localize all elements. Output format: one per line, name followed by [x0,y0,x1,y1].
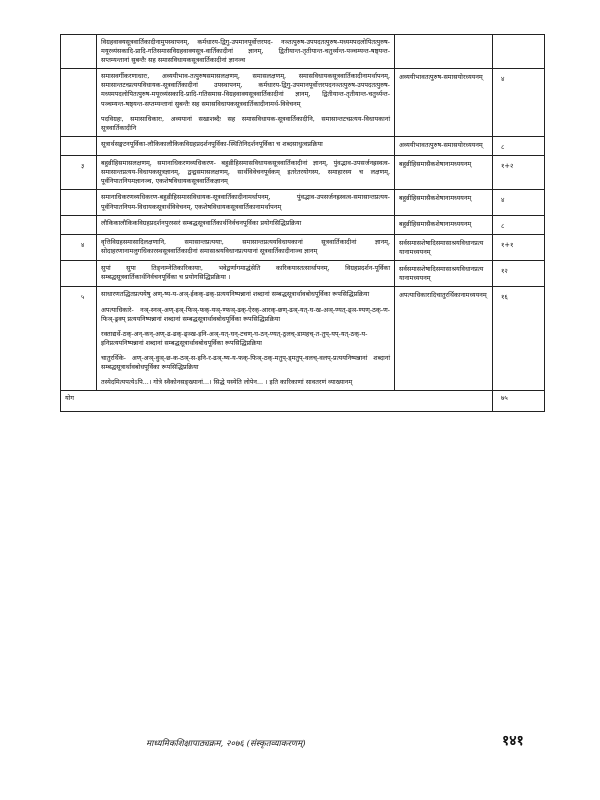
content-cell [97,215,395,234]
teaching-hours-cell: ८ [493,136,545,155]
table-row [61,215,545,234]
content-cell [97,190,395,215]
unit-title-cell: अव्ययीभावतत्पुरुष-समासयोरध्ययनम् [395,69,493,137]
unit-title-cell: बहुव्रीहिसमासैकशेषानामध्ययनम् [395,190,493,215]
table-row [61,261,545,287]
serial-number-cell [61,190,97,215]
serial-number-cell: ४ [61,235,97,261]
teaching-hours-cell: १+२ [493,156,545,190]
content-paragraph: पदविग्रहः, समासाधिकारः, अव्ययानां सखाशब्दैः सह समासविधायक-सूत्रवार्तिकादीनि, समासान्तटच्प्रत्यय-विधायकानां सूत्रवार्तिकादीनि [101,114,390,132]
content-paragraph: अपत्याधिकारे- नञ्-स्नञ्-अण्-इञ्-फिञ्-फक्-यञ्-ण्फञ्-ढक्-ऐरक्-आरक्-छण्-ढञ्-यत्-घ-ख-अञ्-ण्यत्-ढ्ञ-ण्यण्-ठक्-ण-फिञ्-ढ्रक्प् प्रत्ययनिष्पन्नानां शब्दानां सम्बद्धसूत्रार्थावबोधपूर्विका रूपसिद्धिप्रक्रिया [101,305,390,323]
serial-number-cell [61,35,97,69]
table-row [61,287,545,391]
teaching-hours-cell: ८ [493,215,545,234]
content-cell [97,136,395,155]
teaching-hours-cell [493,35,545,69]
unit-title-cell: बहुव्रीहिसमासैकशेषानामध्ययनम् [395,156,493,190]
teaching-hours-cell: १२ [493,261,545,287]
teaching-hours-cell: १६ [493,287,545,391]
content-paragraph: विग्रहवाक्यसूत्रवार्तिकादीनामुपस्थापनम्, कर्मधारय-द्विगु-उपमानपूर्वोत्तरपद- नञ्तत्पुरुष-उपपदतत्पुरुष-मध्यमपदलोपितत्पुरुष-मयूरव्यंसकादि-प्रादि-गतिसमासविग्रहवाक्यसूत्र-वार्तिकादीनां ज्ञानम्, द्वितीयान्त-तृतीयान्त-चतुर्थ्यन्त-पञ्चम्यन्त-षष्ठ्यन्त-सप्तम्यन्तानां सुबन्तैः सह समासविधायकसूत्रवार्तिकादीनां ज्ञानञ्च [101,38,390,65]
content-paragraph: सूत्रार्थसङ्घटनपूर्विका-लौकिकालौकिकविग्रहप्रदर्शनपूर्विका-स्थितिनिदर्शनपूर्विका च शब्दसाधुत्वप्रक्रिया [101,139,323,148]
unit-title-cell [395,35,493,69]
unit-title-cell: अपत्याधिकारादिचातुरर्थिकानामध्ययनम् [395,287,493,391]
table-row [61,235,545,261]
table-row [61,35,545,69]
table-row [61,69,545,137]
content-cell [97,35,395,69]
content-cell [97,261,395,287]
unit-title-cell: सर्वसमासशेषादिसमासाश्रयविधानप्रत्ययानामध्ययनम् [395,261,493,287]
content-paragraph: बहुव्रीहिसमासलक्षणम्, समानाधिकरणव्यधिकरण- बहुव्रीहिसमासविधायकसूत्रवार्तिकादीनां ज्ञानम्, पुंवद्भाव-उपसर्जनह्रस्वत्व-समासान्तप्रत्यय-विधायकसूत्रज्ञानम्, द्वन्द्वसमासलक्षणम्, सार्थविवेचनपूर्वकम् इतरेतरयोगस्य, समाहारस्य च लक्षणम्, पूर्वनिपातनियमज्ञानञ्च, एकशेषविधायकसूत्रवार्तिकज्ञानम् [101,159,390,186]
table-row [61,136,545,155]
table-row [61,190,545,215]
content-paragraph: तस्येदमित्यपत्येऽपि...। गोत्रे स्वैकोनसङ्ख्यानां...। सिद्धे यस्येति लोपेन... । इति कारिकाणां सावतरणं व्याख्यानम् [101,378,353,387]
content-cell [97,287,395,391]
content-cell [97,156,395,190]
unit-title-cell: सर्वसमासशेषादिसमासाश्रयविधानप्रत्ययानामध्ययनम् [395,235,493,261]
teaching-hours-cell: ४ [493,190,545,215]
serial-number-cell [61,261,97,287]
serial-number-cell [61,215,97,234]
content-paragraph: लौकिकालौकिकविग्रहप्रदर्शनपुरस्सरं सम्बद्धसूत्रवार्तिकार्थनिर्वचनपूर्विका प्रयोगसिद्धिप्रक्रिया [101,218,302,227]
content-paragraph: समानाधिकरणव्यधिकरण-बहुव्रीहिसमासविधायक-सूत्रवार्तिकादीनामर्थापनम्, पुंवद्भाव-उपसर्जनह्रस्वत्व-समासान्तप्रत्यय-पूर्वनिपातनियम-विधायकसूत्रार्थविवेचनम्, एकशेषविधायकसूत्रवार्तिकानामर्थापनम् [101,193,390,211]
content-paragraph: साधारणतद्धितप्रत्ययेषु अण्-ष्य-य-अञ्-ईकक्-ढक्-प्रत्ययनिष्पन्नानां शब्दानां सम्बद्धसूत्रार्थावबोधपूर्विका रूपसिद्धिप्रक्रिया [101,290,370,299]
serial-number-cell: ३ [61,156,97,190]
curriculum-table-body [61,35,545,412]
content-paragraph: वृत्तिविग्रहसमासादिलक्षणानि, समासान्तप्रत्ययाः, समासान्तप्रत्ययविधायकानां सूत्रवार्तिकादीनां ज्ञानम्, सोदाहरणानामलुगधिकारस्थसूत्रवार्तिकादीनां समासाश्रयविधानप्रत्ययानां सूत्रवार्तिकादीनाञ्च ज्ञानम् [101,238,390,256]
table-row [61,156,545,190]
content-paragraph: चातुरर्थिके- अण्-अञ्-वुञ्-छ-क-ठञ्-स-इनि-र-ढञ्-ष्य-य-फक्-फिञ्-ठक्-मतुप्-ड्मतुप्-वलच्-वलप्-प्रत्ययनिष्पन्नानां शब्दानां सम्बद्धसूत्रार्थावबोधपूर्विका रूपसिद्धिप्रक्रिया [101,353,390,371]
content-cell [97,69,395,137]
total-hours-cell: ७५ [493,391,545,412]
teaching-hours-cell: ४ [493,69,545,137]
content-paragraph: सुपां सुपा तिङ्नाम्नेतिकारिकायाः, भवेद्वर्णागमाद्धंसेति कारिकयास्तत्सार्थापनम्, विग्रहप्रदर्शन-पूर्विका सम्बद्धसूत्रवार्तिकार्थनिर्वचनपूर्विका च प्रयोगसिद्धिप्रक्रिया । [101,264,390,282]
total-label-cell: योग [61,391,493,412]
unit-title-cell: बहुव्रीहिसमासैकशेषानामध्ययनम् [395,215,493,234]
teaching-hours-cell: १+१ [493,235,545,261]
unit-title-cell: अव्ययीभावतत्पुरुष-समासयोरध्ययनम् [395,136,493,155]
content-cell [97,235,395,261]
serial-number-cell [61,136,97,155]
content-paragraph: समासवर्गीकरणाधारः, अव्ययीभाव-तत्पुरुषसमासलक्षणम्, समासलक्षणम्, समासविधायकसूत्रवार्तिकादीनामर्थापनम्, समासान्तटच्प्रत्ययविधायक-सूत्रवार्तिकादीनां उपस्थापनम्, कर्मधारय-द्विगु-उपमानपूर्वोत्तरपदनञ्तत्पुरुष-उपपदतत्पुरुष-मध्यमपदलोपितत्पुरुष-मयूरव्यंसकादि-प्रादि-गतिसमास-विग्रहवाक्यसूत्रवार्तिकादीनां ज्ञानम्, द्वितीयान्त-तृतीयान्त-चतुर्थ्यन्त-पञ्चम्यन्त-षष्ठ्यन्त-सप्तम्यन्तानां सुबन्तैः सह समासविधायकसूत्रवार्तिकादीनामर्थ-विवेचनम् [101,72,390,108]
content-paragraph: रक्ताद्यर्थे-ठक्-अन्-कन्-अण्-ढ-ढक्-ढ्ञ्ख-इनि-अञ्-यत्-घन्-टचण्-घ-ठन्-ण्यत्-ठ्रलच्-डामहच्-त-तुप्-यप्-यत्-ठक्-य-इनिप्रत्ययनिष्पन्नानां शब्दानां सम्बद्धसूत्रार्थावबोधपूर्विका रूपसिद्धिप्रक्रिया [101,329,368,347]
total-row [61,391,545,412]
page-number: १४१ [502,733,524,749]
serial-number-cell [61,69,97,137]
serial-number-cell: ५ [61,287,97,391]
footer-curriculum-title: माध्यमिकशिक्षापाठ्यक्रम, २०७६ (संस्कृतव्याकरणम्) [146,739,306,749]
curriculum-table [60,34,545,412]
